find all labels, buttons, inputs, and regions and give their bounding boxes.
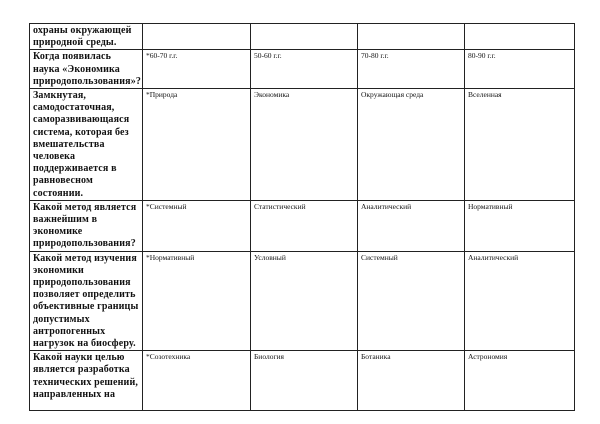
table-row (30, 251, 575, 351)
answer-cell: Биология (251, 351, 358, 411)
answer-cell-correct: *Созотехника (143, 351, 251, 411)
answer-cell-correct: *Нормативный (143, 251, 251, 351)
answer-cell: Астрономия (465, 351, 575, 411)
answer-cell-correct (143, 24, 251, 50)
question-cell: Какой метод является важнейшим в экономике природопользования? (30, 200, 143, 251)
answer-cell (251, 24, 358, 50)
question-cell: охраны окружающей природной среды. (30, 24, 143, 50)
answer-cell: Системный (358, 251, 465, 351)
question-cell: Замкнутая, самодостаточная, саморазвивающаяся система, которая без вмешательства человека поддерживается в равновесном состоянии. (30, 89, 143, 201)
table-row (30, 200, 575, 251)
answer-cell: Ботаника (358, 351, 465, 411)
table-row (30, 351, 575, 411)
answer-cell-correct: *60-70 г.г. (143, 50, 251, 89)
answer-cell: Нормативный (465, 200, 575, 251)
answer-cell (358, 24, 465, 50)
table-row (30, 50, 575, 89)
answer-cell: Окружающая среда (358, 89, 465, 201)
table-row (30, 24, 575, 50)
table-row (30, 89, 575, 201)
question-cell: Какой науки целью является разработка технических решений, направленных на (30, 351, 143, 411)
quiz-table (29, 23, 575, 411)
answer-cell: Статистический (251, 200, 358, 251)
answer-cell: Экономика (251, 89, 358, 201)
answer-cell: Аналитический (465, 251, 575, 351)
answer-cell: 80-90 г.г. (465, 50, 575, 89)
answer-cell (465, 24, 575, 50)
answer-cell-correct: *Системный (143, 200, 251, 251)
answer-cell: 50-60 г.г. (251, 50, 358, 89)
answer-cell: Аналитический (358, 200, 465, 251)
answer-cell-correct: *Природа (143, 89, 251, 201)
question-cell: Какой метод изучения экономики природопользования позволяет определить объективные границы допустимых антропогенных нагрузок на биосферу. (30, 251, 143, 351)
answer-cell: Вселенная (465, 89, 575, 201)
answer-cell: Условный (251, 251, 358, 351)
question-cell: Когда появилась наука «Экономика природопользования»? (30, 50, 143, 89)
answer-cell: 70-80 г.г. (358, 50, 465, 89)
